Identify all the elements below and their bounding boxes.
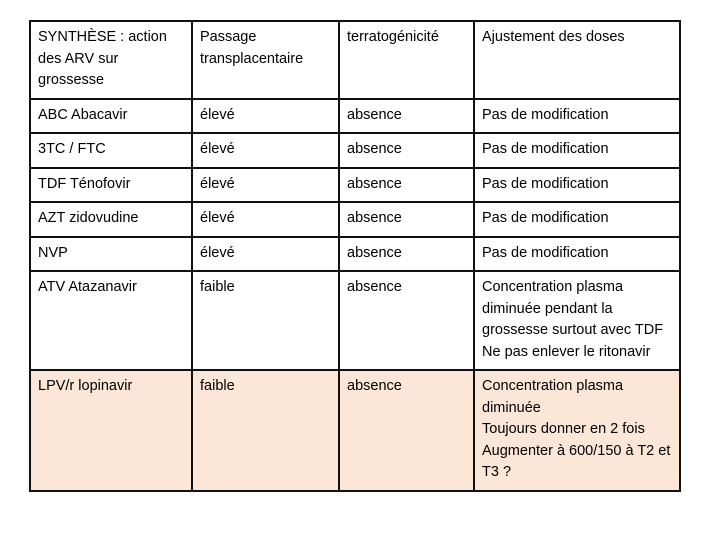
dose-cell (474, 133, 680, 168)
dose-cell (474, 168, 680, 203)
drug-cell: 3TC / FTC (30, 133, 192, 168)
table-row (30, 99, 680, 134)
arv-pregnancy-table (29, 20, 681, 492)
teratogenicity-cell: absence (339, 370, 474, 491)
drug-cell: AZT zidovudine (30, 202, 192, 237)
table-row (30, 271, 680, 370)
passage-cell: élevé (192, 99, 339, 134)
dose-line: Pas de modification (482, 141, 609, 157)
drug-cell: LPV/r lopinavir (30, 370, 192, 491)
drug-cell: ABC Abacavir (30, 99, 192, 134)
teratogenicity-cell: absence (339, 99, 474, 134)
teratogenicity-cell: absence (339, 168, 474, 203)
dose-line: Pas de modification (482, 175, 609, 192)
teratogenicity-cell: absence (339, 133, 474, 168)
dose-cell (474, 202, 680, 237)
table-header-row (30, 21, 680, 99)
drug-cell: ATV Atazanavir (30, 271, 192, 370)
table-row (30, 237, 680, 272)
dose-line: Toujours donner en 2 fois (482, 421, 645, 437)
dose-line: Concentration plasma diminuée pendant la grossesse surtout avec TDF (482, 279, 664, 338)
header-teratogenicity: terratogénicité (339, 21, 474, 99)
passage-cell: élevé (192, 133, 339, 168)
header-synthese: SYNTHÈSE : action des ARV sur grossesse (30, 21, 192, 99)
dose-cell (474, 271, 680, 370)
teratogenicity-cell: absence (339, 271, 474, 370)
dose-cell (474, 370, 680, 491)
dose-line: Pas de modification (482, 244, 609, 261)
arv-pregnancy-table-container (29, 20, 679, 492)
passage-cell: élevé (192, 168, 339, 203)
table-row (30, 133, 680, 168)
table-row-highlighted (30, 370, 680, 491)
dose-line: Ne pas enlever le ritonavir (482, 343, 651, 360)
teratogenicity-cell: absence (339, 202, 474, 237)
dose-line: Pas de modification (482, 106, 609, 123)
passage-cell: faible (192, 271, 339, 370)
passage-cell: élevé (192, 202, 339, 237)
dose-line: Augmenter à 600/150 à T2 et T3 ? (482, 442, 671, 480)
table-row (30, 168, 680, 203)
dose-line: Pas de modification (482, 210, 609, 226)
dose-cell (474, 99, 680, 134)
header-dose-adjustment: Ajustement des doses (474, 21, 680, 99)
drug-cell: TDF Ténofovir (30, 168, 192, 203)
drug-cell: NVP (30, 237, 192, 272)
dose-cell (474, 237, 680, 272)
header-passage: Passage transplacentaire (192, 21, 339, 99)
table-row (30, 202, 680, 237)
dose-line: Concentration plasma diminuée (482, 378, 624, 416)
passage-cell: faible (192, 370, 339, 491)
passage-cell: élevé (192, 237, 339, 272)
teratogenicity-cell: absence (339, 237, 474, 272)
